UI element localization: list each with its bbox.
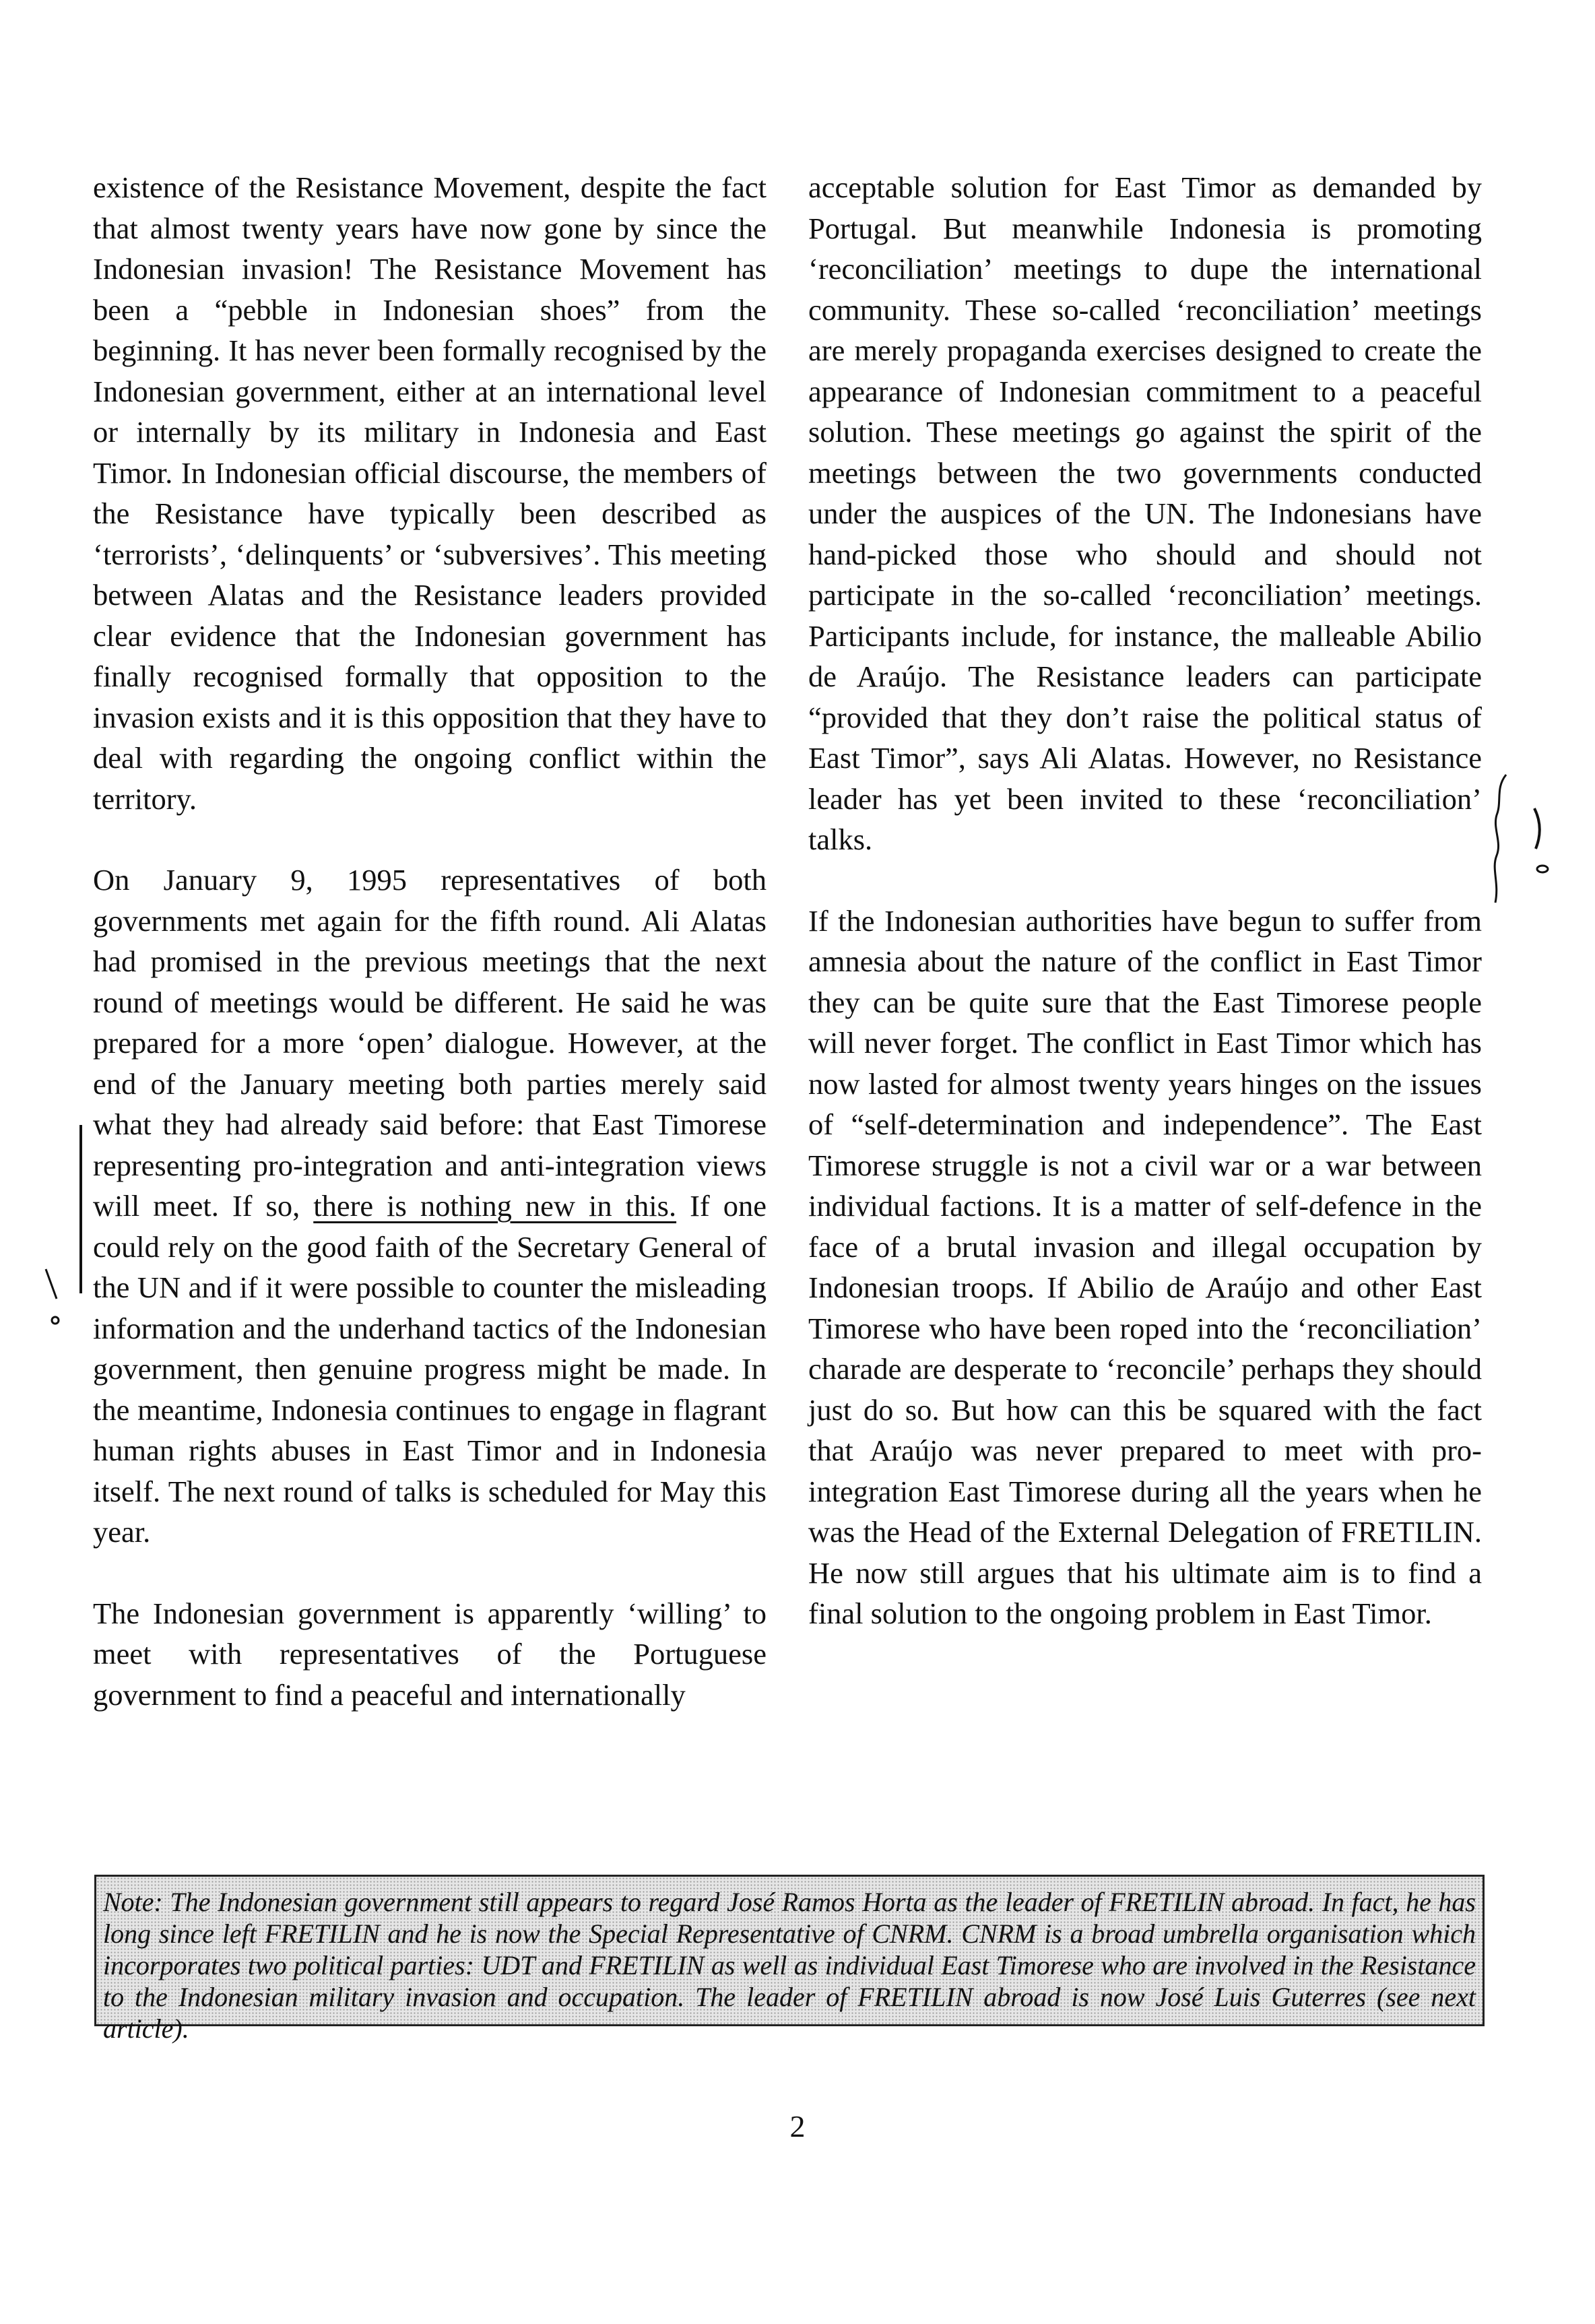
left-paragraph-2 xyxy=(93,860,767,1553)
margin-brace-mark-right xyxy=(1482,768,1563,916)
left-paragraph-2-start: On January 9, 1995 representatives of both governments met again for the fifth round. Ali Alatas had promised in the previous meetings that the next round of meetings would be different. He said he was prepared for a more ‘open’ dialogue. However, at the end of the January meeting both parties merely said what they had already said before: that East Timorese representing pro-integration and anti-integration views will meet. If so, xyxy=(93,863,767,1223)
left-paragraph-2-end: If one could rely on the good faith of the Secretary General of the UN and if it were possible to counter the misleading information and the underhand tactics of the Indonesian government, then genuine progress might be made. In the meantime, Indonesia continues to engage in flagrant human rights abuses in East Timor and in Indonesia itself. The next round of talks is scheduled for May this year. xyxy=(93,1189,767,1549)
left-paragraph-3: The Indonesian government is apparently ‘willing’ to meet with representatives of the Portuguese government to find a peaceful and internationally xyxy=(93,1596,767,1712)
right-paragraph-2: If the Indonesian authorities have begun to suffer from amnesia about the nature of the conflict in East Timor they can be quite sure that the East Timorese people will never forget. The conflict in East Timor which has now lasted for almost twenty years hinges on the issues of “self-determination and independence”. The East Timorese struggle is not a civil war or a war between individual factions. It is a matter of self-defence in the face of a brutal invasion and illegal occupation by Indonesian troops. If Abilio de Araújo and other East Timorese who have been roped into the ‘reconciliation’ charade are desperate to ‘reconcile’ perhaps they should just do so. But how can this be squared with the fact that Araújo was never prepared to meet with pro-integration East Timorese during all the years when he was the Head of the External Delegation of FRETILIN. He now still argues that his ultimate aim is to find a final solution to the ongoing problem in East Timor. xyxy=(808,903,1482,1630)
underlined-phrase: there is nothing new in this. xyxy=(313,1189,677,1223)
page-number: 2 xyxy=(789,2109,806,2143)
right-column xyxy=(808,167,1482,1675)
note-box: Note: The Indonesian government still appears to regard José Ramos Horta as the leader of FRETILIN abroad. In fact, he has long since left FRETILIN and he is now the Special Representative of CNRM. CNRM is a broad umbrella organisation which incorporates two political parties: UDT and FRETILIN as well as individual East Timorese who are involved in the Resistance to the Indonesian military invasion and occupation. The leader of FRETILIN abroad is now José Luis Guterres (see next article). xyxy=(94,1875,1485,2026)
left-paragraph-1: existence of the Resistance Movement, despite the fact that almost twenty years have now gone by since the Indonesian invasion! The Resistance Movement has been a “pebble in Indonesian shoes” from the beginning. It has never been formally recognised by the Indonesian government, either at an international level or internally by its military in Indonesia and East Timor. In Indonesian official discourse, the members of the Resistance have typically been described as ‘terrorists’, ‘delinquents’ or ‘subversives’. This meeting between Alatas and the Resistance leaders provided clear evidence that the Indonesian government has finally recognised formally that opposition to the invasion exists and it is this opposition that they have to deal with regarding the ongoing conflict within the territory. xyxy=(93,170,767,816)
margin-bracket-line xyxy=(79,1125,82,1293)
margin-pen-mark-left xyxy=(40,1266,67,1334)
right-paragraph-1: acceptable solution for East Timor as demanded by Portugal. But meanwhile Indonesia is promoting ‘reconciliation’ meetings to dupe the international community. These so-called ‘reconciliation’ meetings are merely propaganda exercises designed to create the appearance of Indonesian commitment to a peaceful solution. These meetings go against the spirit of the meetings between the two governments conducted under the auspices of the UN. The Indonesians have hand-picked those who should and should not participate in the so-called ‘reconciliation’ meetings. Participants include, for instance, the malleable Abilio de Araújo. The Resistance leaders can participate “provided that they don’t raise the political status of East Timor”, says Ali Alatas. However, no Resistance leader has yet been invited to these ‘reconciliation’ talks. xyxy=(808,170,1482,856)
left-column xyxy=(93,167,767,1755)
